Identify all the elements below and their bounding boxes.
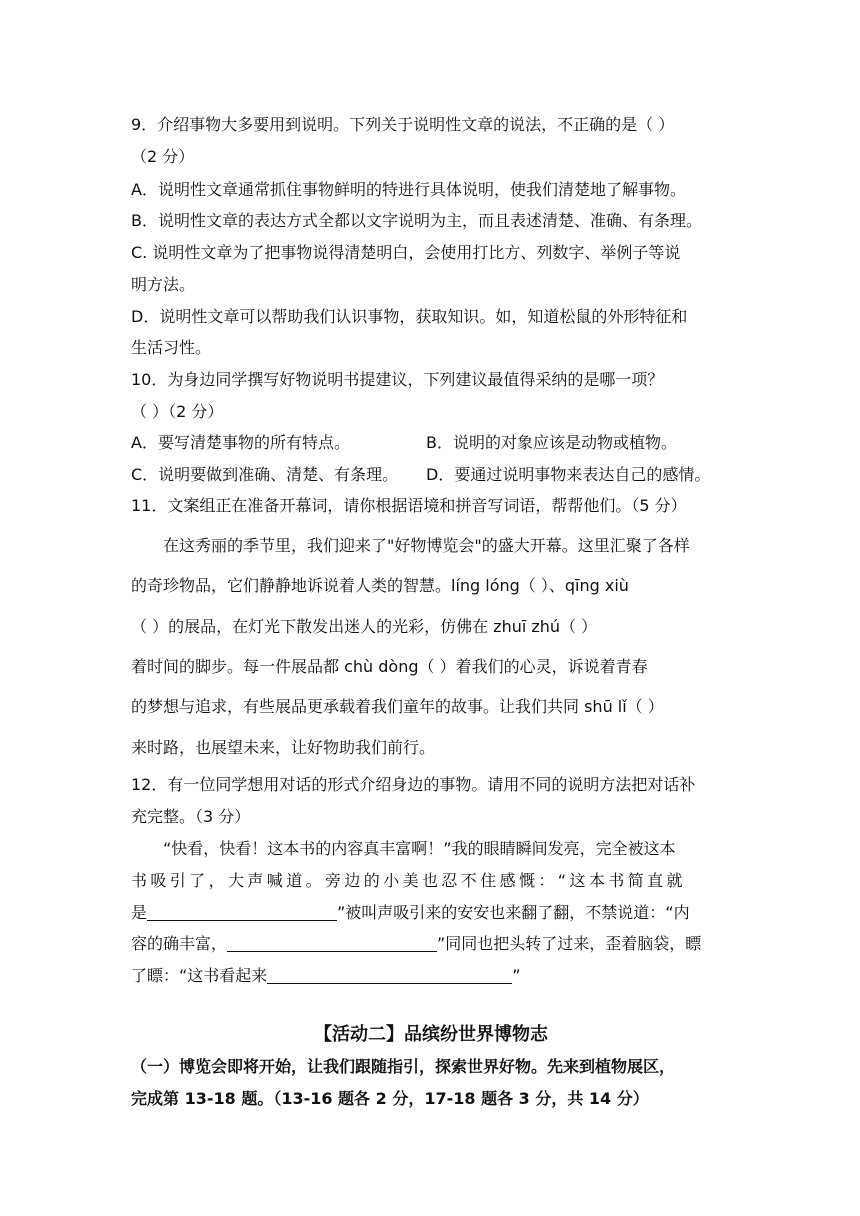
q11-stem: 11．文案组正在准备开幕词，请你根据语境和拼音写词语，帮帮他们。（5 分） (131, 496, 687, 515)
q11-passage-line4: 着时间的脚步。每一件展品都 chù dòng（ ）着我们的心灵，诉说着青春 (131, 657, 648, 676)
q11-passage-line5: 的梦想与追求，有些展品更承载着我们童年的故事。让我们共同 shū lǐ（ ） (131, 697, 664, 716)
q10-stem-line1: 10．为身边同学撰写好物说明书提建议，下列建议最值得采纳的是哪一项？ (131, 370, 664, 389)
q10-option-d: D．要通过说明事物来表达自己的感情。 (426, 465, 711, 484)
section-intro-line2: 完成第 13-18 题。（13-16 题各 2 分，17-18 题各 3 分，共 14 分） (131, 1089, 649, 1108)
q9-option-a: A．说明性文章通常抓住事物鲜明的特进行具体说明，使我们清楚地了解事物。 (131, 180, 686, 199)
q12-stem-line1: 12．有一位同学想用对话的形式介绍身边的事物。请用不同的说明方法把对话补 (131, 775, 696, 794)
q10-option-c: C．说明要做到准确、清楚、有条理。 (131, 465, 399, 484)
section-intro-line1: （一）博览会即将开始，让我们跟随指引，探索世界好物。先来到植物展区， (131, 1057, 676, 1076)
q12-dialogue-line3 (131, 902, 731, 924)
q9-option-c-line2: 明方法。 (131, 275, 196, 294)
q12-dialogue-line1: “快看，快看！这本书的内容真丰富啊！”我的眼睛瞬间发亮，完全被这本 (163, 839, 676, 858)
q12-line5-prefix: 了瞟：“这书看起来 (131, 966, 268, 985)
q9-option-b: B．说明性文章的表达方式全都以文字说明为主，而且表述清楚、准确、有条理。 (131, 211, 702, 230)
q10-stem-line2: （ ）（2 分） (131, 402, 224, 421)
q10-option-b: B．说明的对象应该是动物或植物。 (426, 433, 677, 452)
answer-blank-1[interactable] (147, 902, 337, 921)
q9-option-d-line2: 生活习性。 (131, 338, 212, 357)
answer-blank-3[interactable] (267, 965, 512, 984)
q12-line3-prefix: 是 (131, 903, 148, 922)
q11-passage-line2: 的奇珍物品，它们静静地诉说着人类的智慧。líng lóng（ ）、qīng xiù (131, 576, 629, 595)
q9-stem-line2: （2 分） (131, 147, 195, 166)
q12-line4-suffix: ”同同也把头转了过来，歪着脑袋，瞟 (437, 934, 702, 953)
q11-passage-line6: 来时路，也展望未来，让好物助我们前行。 (131, 738, 436, 757)
answer-blank-2[interactable] (227, 933, 437, 952)
q9-option-c-line1: C. 说明性文章为了把事物说得清楚明白，会使用打比方、列数字、举例子等说 (131, 243, 681, 262)
q11-passage-line1: 在这秀丽的季节里，我们迎来了"好物博览会"的盛大开幕。这里汇聚了各样 (163, 536, 690, 555)
q12-line5-suffix: ” (512, 966, 521, 985)
q12-dialogue-line2: 书吸引了，大声喊道。旁边的小美也忍不住感慨：“这本书简直就 (131, 871, 686, 890)
q12-stem-line2: 充完整。（3 分） (131, 807, 251, 826)
q10-option-a: A．要写清楚事物的所有特点。 (131, 433, 350, 452)
q11-passage-line3: （ ）的展品，在灯光下散发出迷人的光彩，仿佛在 zhuī zhú（ ） (131, 617, 598, 636)
q9-stem-line1: 9．介绍事物大多要用到说明。下列关于说明性文章的说法，不正确的是（ ） (131, 115, 675, 134)
q12-dialogue-line5 (131, 965, 731, 987)
q12-line4-prefix: 容的确丰富， (131, 934, 228, 953)
q12-dialogue-line4 (131, 933, 731, 955)
q9-option-d-line1: D．说明性文章可以帮助我们认识事物，获取知识。如，知道松鼠的外形特征和 (131, 307, 688, 326)
section-title: 【活动二】品缤纷世界博物志 (314, 1024, 548, 1045)
q12-line3-suffix: ”被叫声吸引来的安安也来翻了翻，不禁说道：“内 (337, 903, 690, 922)
